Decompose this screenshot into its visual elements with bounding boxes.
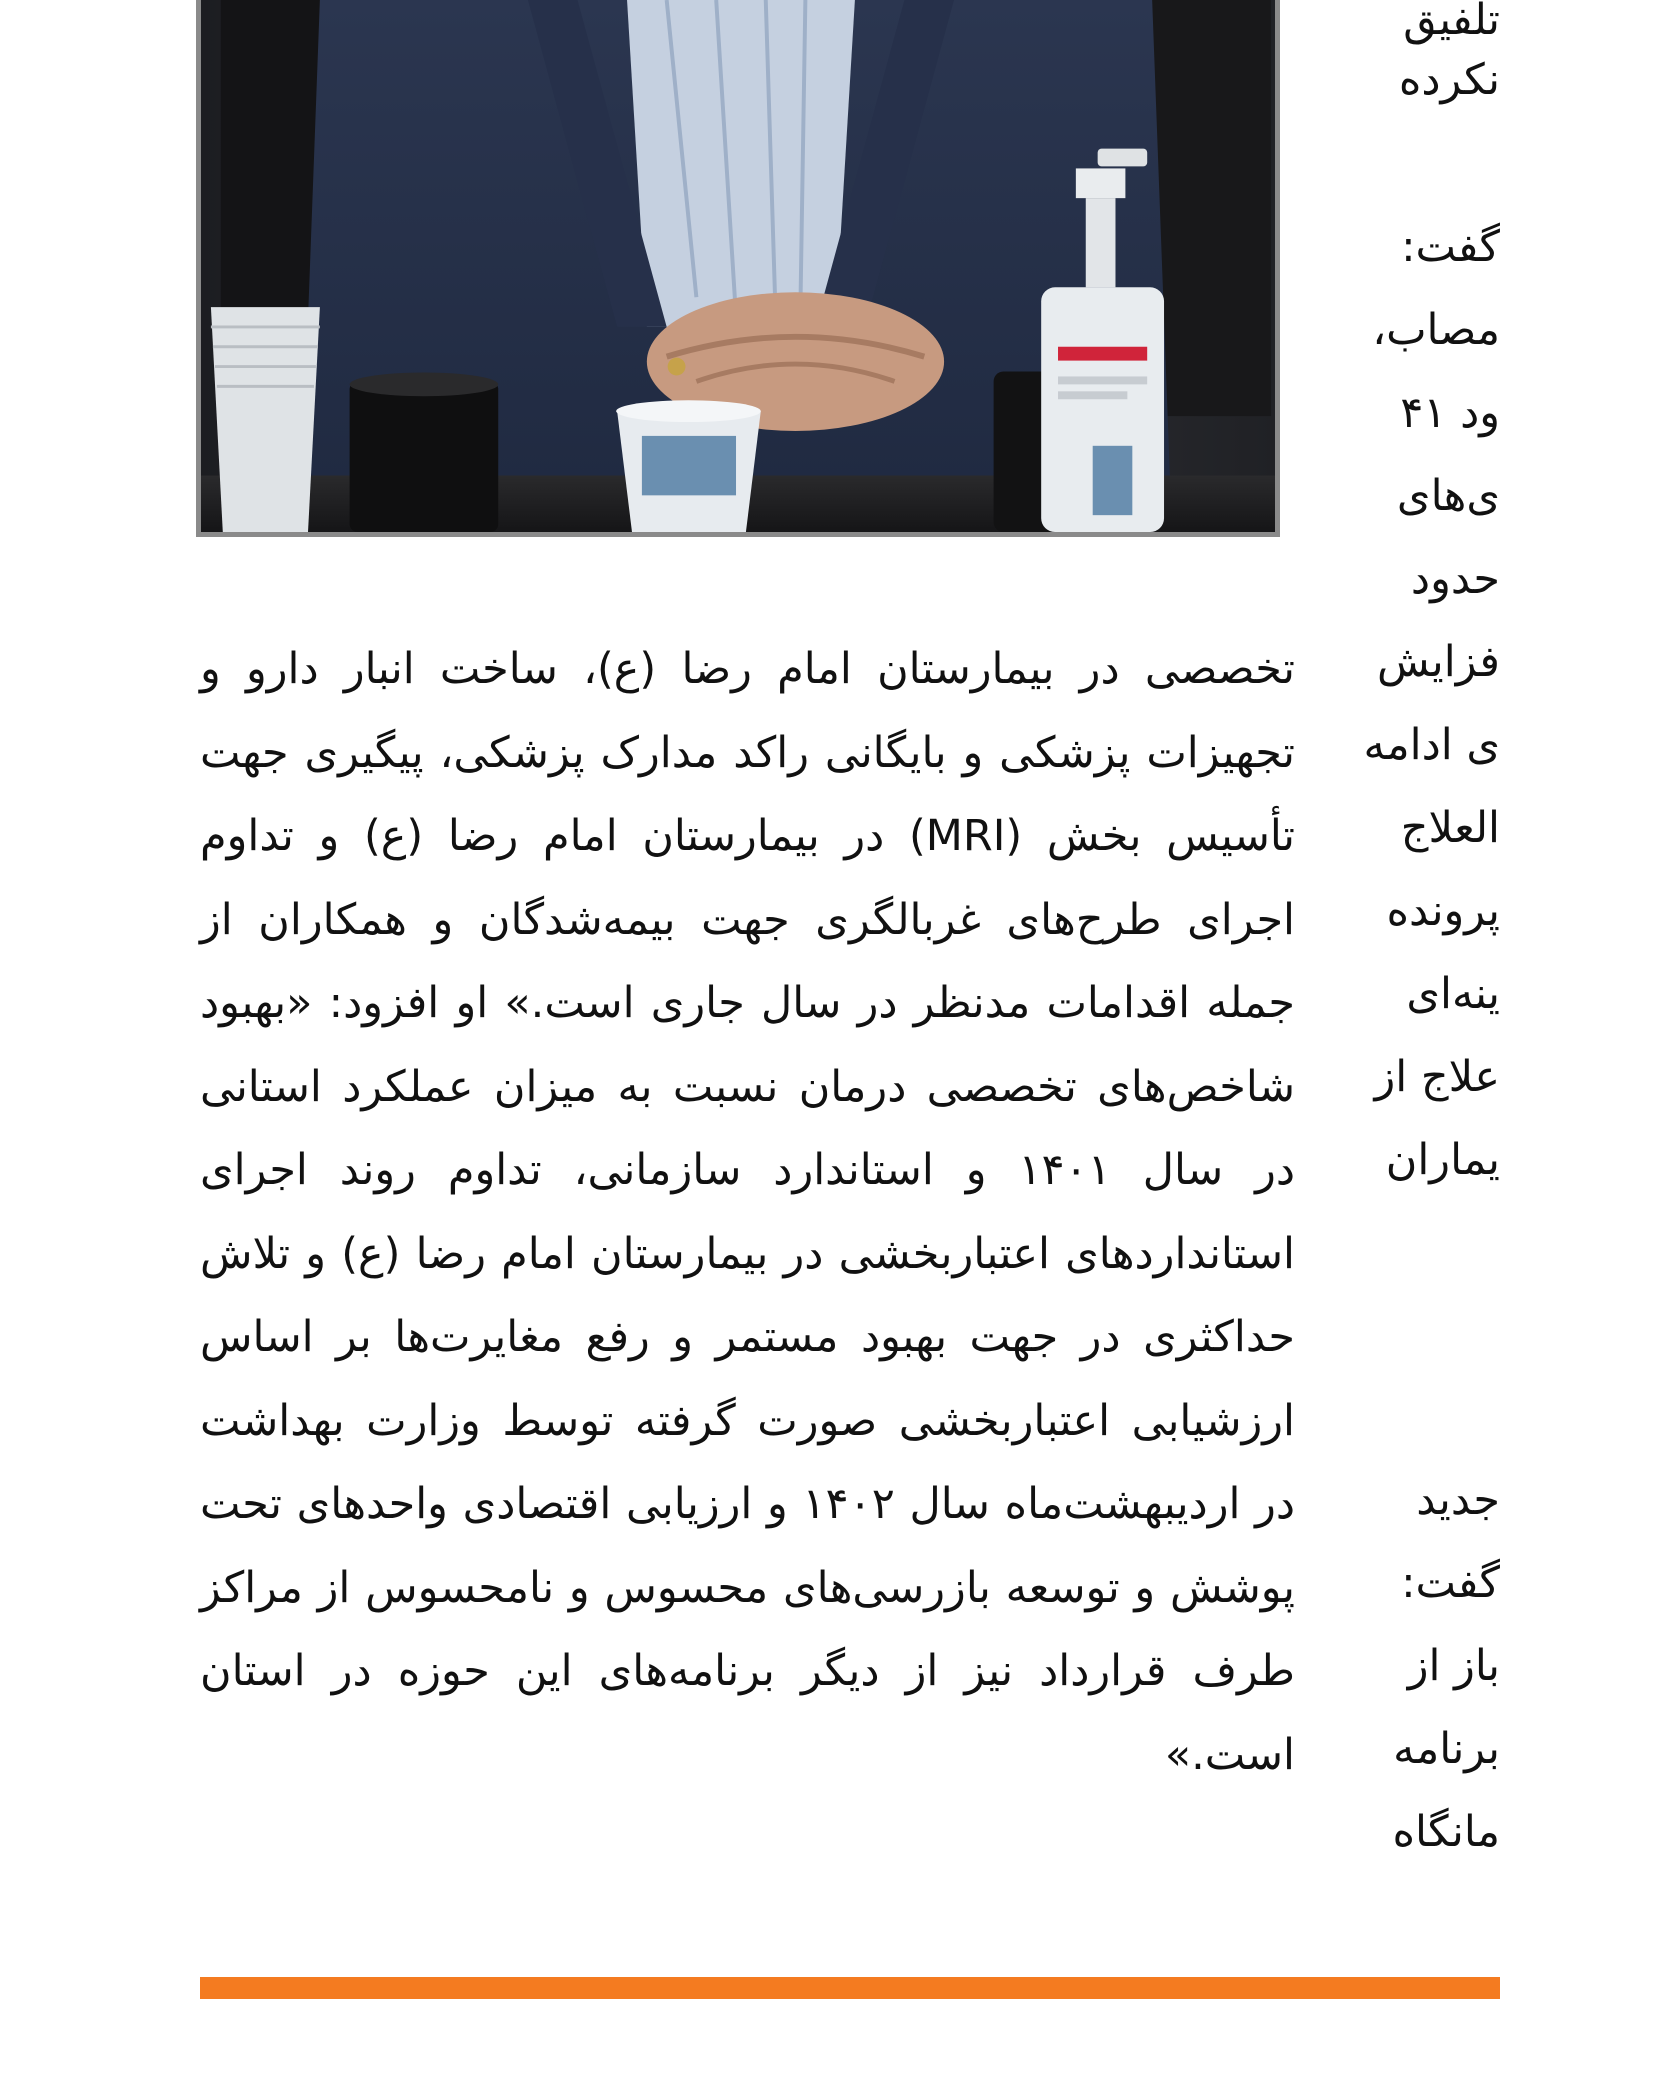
side-line: جدید <box>1416 1475 1500 1525</box>
side-line: فزایش <box>1376 637 1500 687</box>
side-line: مصاب، <box>1372 305 1500 355</box>
article-body <box>200 628 1295 1797</box>
side-line: ود ۴۱ <box>1400 388 1500 438</box>
side-line: گفت: <box>1401 1558 1500 1608</box>
side-line: ینه‌ای <box>1406 969 1500 1019</box>
side-line: ی‌های <box>1396 471 1500 521</box>
article-photo <box>196 0 1280 537</box>
orange-divider <box>200 1977 1500 1999</box>
adjacent-column <box>1363 0 1680 1900</box>
side-line: برنامه <box>1393 1724 1500 1774</box>
side-line: باز از <box>1407 1641 1500 1691</box>
side-line: پرونده <box>1386 886 1500 936</box>
side-line: ی ادامه <box>1363 720 1500 770</box>
side-line: تلفیق <box>1403 0 1500 45</box>
side-line: نکرده <box>1398 55 1500 105</box>
article-paragraph: تخصصی در بیمارستان امام رضا (ع)، ساخت انبار دارو و تجهیزات پزشکی و بایگانی راکد مدارک پزشکی، پیگیری جهت تأسیس بخش (MRI) در بیمارستان امام رضا (ع) و تداوم اجرای طرح‌های غربالگری جهت بیمه‌شدگان و همکاران از جمله اقدامات مدنظر در سال جاری است.» او افزود: «بهبود شاخص‌های تخصصی درمان نسبت به میزان عملکرد استانی در سال ۱۴۰۱ و استاندارد سازمانی، تداوم روند اجرای استانداردهای اعتباربخشی در بیمارستان امام رضا (ع) و تلاش حداکثری در جهت بهبود مستمر و رفع مغایرت‌ها بر اساس ارزشیابی اعتباربخشی صورت گرفته توسط وزارت بهداشت در اردیبهشت‌ماه سال ۱۴۰۲ و ارزیابی اقتصادی واحدهای تحت پوشش و توسعه بازرسی‌های محسوس و نامحسوس از مراکز طرف قرارداد نیز از دیگر برنامه‌های این حوزه در استان است.» <box>200 644 1295 1780</box>
side-line: علاج از <box>1374 1052 1500 1102</box>
side-line: مانگاه <box>1392 1807 1500 1857</box>
side-line: یماران <box>1385 1135 1500 1185</box>
side-line: العلاج <box>1400 803 1500 853</box>
side-line: حدود <box>1410 554 1500 604</box>
side-line: گفت: <box>1401 222 1500 272</box>
photo-illustration <box>201 0 1275 532</box>
